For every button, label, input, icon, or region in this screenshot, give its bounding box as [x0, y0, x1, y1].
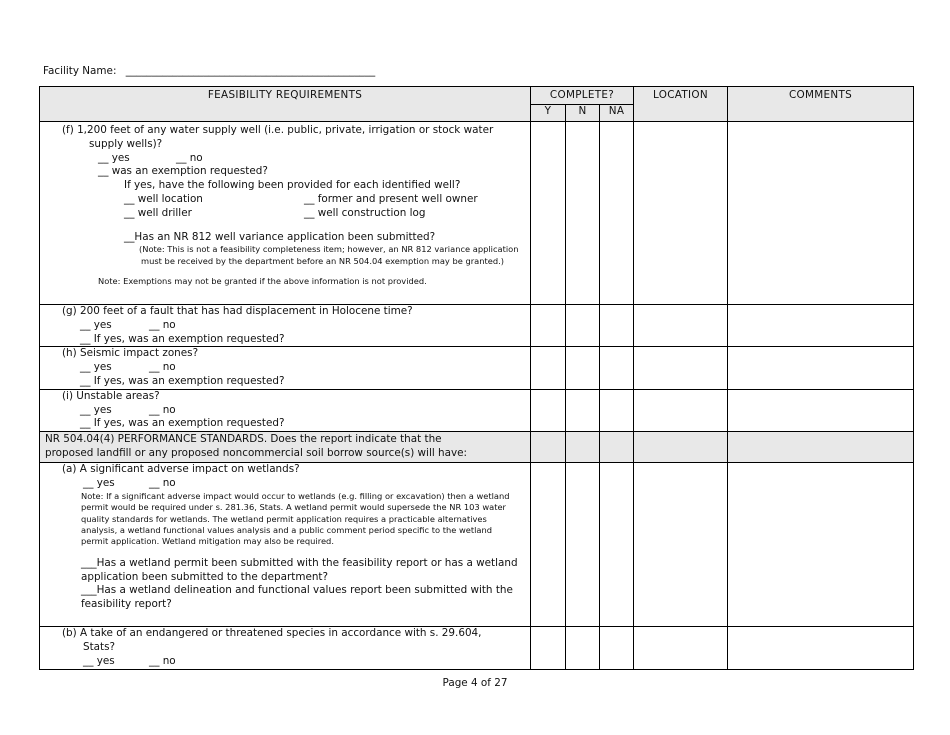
cell-location[interactable]	[634, 122, 728, 305]
checkbox-well-driller[interactable]: __ well driller	[124, 206, 192, 219]
cell-y	[531, 432, 566, 463]
performance-standards-heading: NR 504.04(4) PERFORMANCE STANDARDS. Does the report indicate that the proposed landfill or any proposed noncommercial soil borrow source(s) will have:	[40, 432, 531, 463]
cell-na[interactable]	[600, 627, 634, 669]
page-number: Page 4 of 27	[442, 677, 508, 689]
cell-y[interactable]	[531, 463, 566, 627]
requirement-i: (i) Unstable areas? __ yes __ no __ If yes, was an exemption requested?	[40, 389, 531, 431]
table-row	[40, 305, 914, 347]
checkbox-well-construction-log[interactable]: __ well construction log	[304, 206, 426, 219]
cell-y[interactable]	[531, 627, 566, 669]
cell-location[interactable]	[634, 463, 728, 627]
checkbox-no[interactable]: __ no	[176, 151, 203, 164]
cell-n[interactable]	[566, 389, 600, 431]
header-na: NA	[600, 105, 634, 122]
checkbox-no[interactable]: __ no	[149, 403, 176, 416]
cell-comments[interactable]	[728, 389, 914, 431]
cell-comments[interactable]	[728, 305, 914, 347]
cell-n	[566, 432, 600, 463]
checkbox-no[interactable]: __ no	[149, 476, 176, 489]
cell-n[interactable]	[566, 463, 600, 627]
checkbox-yes[interactable]: __ yes	[98, 151, 130, 164]
header-feasibility-requirements: FEASIBILITY REQUIREMENTS	[40, 87, 531, 122]
cell-location[interactable]	[634, 347, 728, 389]
requirement-b: (b) A take of an endangered or threatened species in accordance with s. 29.604, Stats? __ yes __ no	[40, 627, 531, 669]
cell-na[interactable]	[600, 347, 634, 389]
requirement-a: (a) A significant adverse impact on wetlands? __ yes __ no Note: If a significant adverse impact would occur to wetlands (e.g. filling or excavation) then a wetland permit would be required under s. 281.36, Stats. A wetland permit would supersede the NR 103 water quality standards for wetlands. The wetland permit application requires a practicable alternatives analysis, a wetland functional values analysis and a public comment period specific to the wetland permit application. Wetland mitigation may also be required. ___Has a wetland permit been submitted with the feasibility report or has a wetland application been submitted to the department? ___Has a wetland delineation and functional values report been submitted with the feasibility report?	[40, 463, 531, 627]
cell-n[interactable]	[566, 627, 600, 669]
checkbox-wetland-delineation[interactable]: ___Has a wetland delineation and functional values report been submitted with the	[81, 584, 513, 597]
requirement-f: (f) 1,200 feet of any water supply well (i.e. public, private, irrigation or stock water supply wells)? __ yes __ no __ was an exemption requested? If yes, have the following been provided for each identified well? __ well location __ former and present well owner __ well driller __ well construction log __Has an NR 812 well variance application been submitted? (Note: This is not a feasibility completeness item; however, an NR 812 variance application must be received by the department before an NR 504.04 exemption may be granted.) Note: Exemptions may not be granted if the above information is not provided.	[40, 122, 531, 305]
table-row	[40, 463, 914, 627]
checkbox-exemption[interactable]: __ was an exemption requested?	[98, 165, 268, 178]
checkbox-well-owner[interactable]: __ former and present well owner	[304, 192, 478, 205]
checkbox-yes[interactable]: __ yes	[83, 476, 115, 489]
checkbox-well-location[interactable]: __ well location	[124, 192, 203, 205]
cell-comments[interactable]	[728, 463, 914, 627]
cell-comments	[728, 432, 914, 463]
header-comments: COMMENTS	[728, 87, 914, 122]
cell-y[interactable]	[531, 389, 566, 431]
checkbox-exemption[interactable]: __ If yes, was an exemption requested?	[80, 374, 285, 387]
checkbox-no[interactable]: __ no	[149, 654, 176, 667]
cell-y[interactable]	[531, 347, 566, 389]
cell-na	[600, 432, 634, 463]
cell-y[interactable]	[531, 305, 566, 347]
cell-na[interactable]	[600, 122, 634, 305]
table-row	[40, 389, 914, 431]
table-row	[40, 122, 914, 305]
cell-n[interactable]	[566, 347, 600, 389]
header-n: N	[566, 105, 600, 122]
checkbox-yes[interactable]: __ yes	[80, 403, 112, 416]
checkbox-exemption[interactable]: __ If yes, was an exemption requested?	[80, 332, 285, 345]
cell-location[interactable]	[634, 627, 728, 669]
cell-comments[interactable]	[728, 122, 914, 305]
checkbox-wetland-permit[interactable]: ___Has a wetland permit been submitted with the feasibility report or has a wetland	[81, 556, 518, 569]
cell-y[interactable]	[531, 122, 566, 305]
cell-na[interactable]	[600, 305, 634, 347]
requirement-h: (h) Seismic impact zones? __ yes __ no __ If yes, was an exemption requested?	[40, 347, 531, 389]
facility-name-blank[interactable]: ________________________________________________	[125, 65, 376, 77]
cell-n[interactable]	[566, 122, 600, 305]
table-row	[40, 627, 914, 669]
checkbox-no[interactable]: __ no	[149, 318, 176, 331]
cell-location[interactable]	[634, 305, 728, 347]
checkbox-yes[interactable]: __ yes	[83, 654, 115, 667]
facility-name-label: Facility Name:	[43, 65, 117, 77]
checkbox-nr812[interactable]: __Has an NR 812 well variance application been submitted?	[124, 230, 436, 243]
checkbox-yes[interactable]: __ yes	[80, 318, 112, 331]
facility-name-line	[43, 65, 375, 77]
requirement-g: (g) 200 feet of a fault that has had displacement in Holocene time? __ yes __ no __ If yes, was an exemption requested?	[40, 305, 531, 347]
checkbox-no[interactable]: __ no	[149, 361, 176, 374]
header-complete: COMPLETE?	[531, 87, 634, 105]
header-y: Y	[531, 105, 566, 122]
cell-na[interactable]	[600, 389, 634, 431]
cell-n[interactable]	[566, 305, 600, 347]
checkbox-yes[interactable]: __ yes	[80, 361, 112, 374]
cell-na[interactable]	[600, 463, 634, 627]
cell-location	[634, 432, 728, 463]
cell-comments[interactable]	[728, 347, 914, 389]
checkbox-exemption[interactable]: __ If yes, was an exemption requested?	[80, 417, 285, 430]
cell-location[interactable]	[634, 389, 728, 431]
header-location: LOCATION	[634, 87, 728, 122]
feasibility-checklist-table	[39, 86, 914, 670]
table-row-section	[40, 432, 914, 463]
table-row	[40, 347, 914, 389]
cell-comments[interactable]	[728, 627, 914, 669]
